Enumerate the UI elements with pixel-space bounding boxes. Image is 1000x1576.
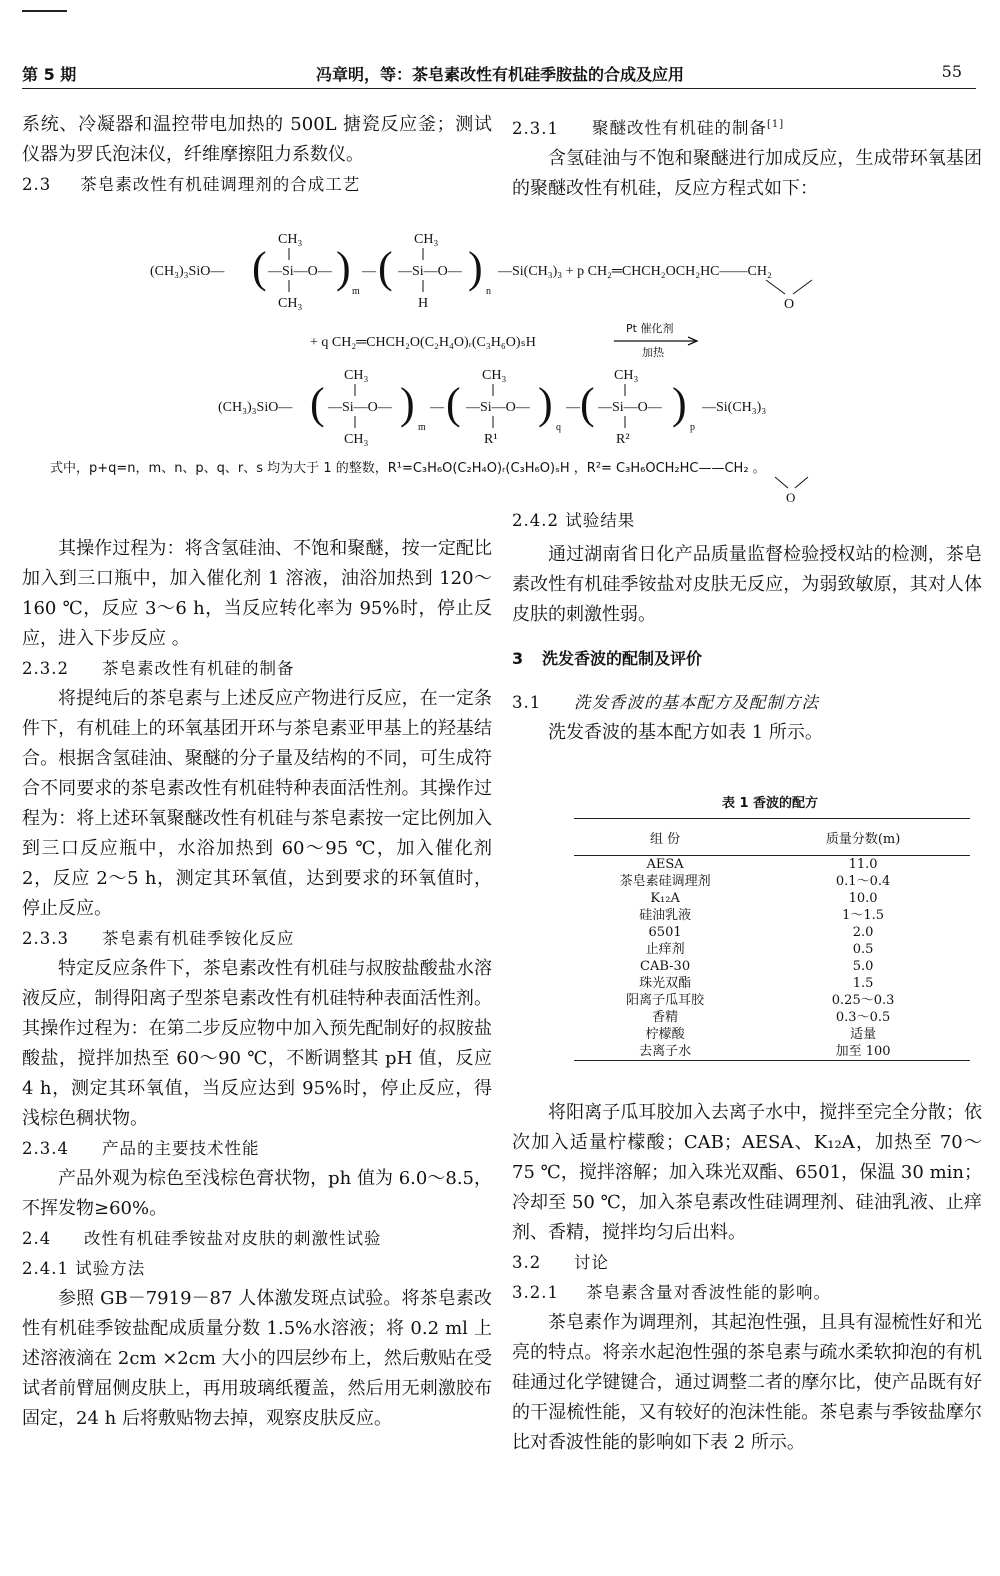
table-cell: K₁₂A: [650, 890, 680, 906]
si-o-unit: —Si—O—: [398, 264, 462, 279]
table-row: [574, 1026, 970, 1043]
page-number: 55: [941, 62, 962, 81]
table-row: [574, 873, 970, 890]
scheme-line1-left: (CH₃)₃SiO—: [150, 264, 225, 279]
table-1-title: 表 1 香波的配方: [721, 796, 819, 811]
section-2-4-2-heading: 2.4.2 试验结果: [512, 511, 636, 530]
table-cell: 加至 100: [756, 1043, 970, 1061]
top-corner-rule: [22, 10, 67, 12]
section-2-4-1-heading: 2.4.1 试验方法: [22, 1259, 146, 1278]
epoxide-bond: [795, 477, 808, 488]
left-column-main: [22, 534, 492, 1434]
section-title: 茶皂素改性有机硅调理剂的合成工艺: [80, 175, 361, 194]
paren-open: (: [446, 379, 461, 428]
section-3-2-1-paragraph: 茶皂素作为调理剂，其起泡性强，且具有湿梳性好和光亮的特点。将亲水起泡性强的茶皂素与疏水柔软抑泡的有机硅通过化学键键合，通过调整二者的摩尔比，使产品既有好的干湿梳性能，又有较好的泡沫性能。茶皂素与季铵盐摩尔比对香波性能的影响如下表 2 所示。: [512, 1312, 982, 1453]
paren-close: ): [336, 243, 351, 292]
section-title: 洗发香波的基本配方及配制方法: [574, 693, 819, 712]
header-rule: [22, 88, 976, 89]
section-3-heading: [512, 644, 982, 674]
addition-reaction-paragraph: 含氢硅油与不饱和聚醚进行加成反应，生成带环氧基团的聚醚改性有机硅，反应方程式如下：: [512, 147, 982, 199]
catalyst-label: Pt 催化剂: [626, 322, 674, 335]
section-number: 3.1: [512, 693, 542, 712]
ch3-top: CH₃: [344, 368, 369, 383]
subscript-m: m: [418, 422, 426, 433]
section-2-3-1-heading: [512, 110, 982, 144]
section-2-4-heading: [22, 1224, 492, 1254]
table-row: [574, 924, 970, 941]
paren-close: ): [672, 379, 687, 428]
table-cell: 1～1.5: [842, 907, 885, 923]
section-title: 洗发香波的配制及评价: [542, 649, 703, 668]
scheme-line2: + q CH₂═CHCH₂O(C₂H₄O)ᵣ(C₃H₆O)ₛH: [310, 335, 536, 350]
table-1: [574, 818, 970, 1061]
table-cell: 茶皂素硅调理剂: [619, 873, 711, 889]
paren-open: (: [378, 243, 393, 292]
section-2-4-1-paragraph: 参照 GB－7919－87 人体激发斑点试验。将茶皂素改性有机硅季铵盐配成质量分数 1.5%水溶液；将 0.2 ml 上述溶液滴在 2cm ×2cm 大小的四层纱布上，然后敷贴在受试者前臂屈侧皮肤上，再用玻璃纸覆盖，然后用无刺激胶布固定，24 h 后将敷贴物去掉，观察皮肤反应。: [22, 1288, 492, 1429]
si-o-unit: —Si—O—: [598, 400, 662, 415]
section-number: 2.4: [22, 1229, 52, 1248]
paren-open: (: [580, 379, 595, 428]
section-2-3-heading: [22, 170, 492, 200]
table-cell: 0.25～0.3: [831, 992, 895, 1008]
epoxide-oxygen: O: [784, 297, 795, 312]
running-title: 冯章明，等：茶皂素改性有机硅季胺盐的合成及应用: [315, 65, 684, 84]
ch3-top: CH₃: [414, 232, 439, 247]
table-cell: 5.0: [852, 958, 874, 974]
right-column-bottom: [512, 1098, 982, 1458]
table-row: [574, 992, 970, 1009]
section-2-4-2-paragraph: 通过湖南省日化产品质量监督检验授权站的检测，茶皂素改性有机硅季铵盐对皮肤无反应，为弱致敏原，其对人体皮肤的刺激性弱。: [512, 544, 982, 625]
section-title: 改性有机硅季铵盐对皮肤的刺激性试验: [84, 1229, 382, 1248]
table-row: [574, 856, 970, 874]
section-number: 3.2: [512, 1253, 542, 1272]
operation-paragraph: 其操作过程为：将含氢硅油、不饱和聚醚，按一定配比加入到三口瓶中，加入催化剂 1 溶液，油浴加热到 120～160 ℃，反应 3～6 h，当反应转化率为 95%时，停止反应，进入下步反应 。: [22, 538, 492, 649]
table-row: [574, 975, 970, 992]
subscript-n: n: [486, 286, 491, 297]
table-row: [574, 890, 970, 907]
ch3-bottom: CH₃: [344, 432, 369, 447]
table-cell: 珠光双酯: [639, 975, 692, 991]
section-title: 产品的主要技术性能: [102, 1139, 260, 1158]
table-cell: AESA: [646, 856, 684, 872]
section-title: 茶皂素有机硅季铵化反应: [102, 929, 295, 948]
table-cell: 柠檬酸: [645, 1026, 685, 1042]
section-3-2-heading: [512, 1248, 982, 1278]
section-3-2-1-heading: [512, 1278, 982, 1308]
scheme-footnote: 式中，p+q=n，m、n、p、q、r、s 均为大于 1 的整数，R¹=C₃H₆O(C₂H₄O)ᵣ(C₃H₆O)ₛH ，R²= C₃H₆OCH₂HC——CH₂ 。: [50, 461, 766, 476]
table-row: [574, 941, 970, 958]
table-cell: CAB-30: [640, 958, 691, 974]
journal-issue: 第 5 期: [22, 65, 77, 84]
column-header: 质量分数(m): [756, 819, 970, 856]
heat-label: 加热: [642, 346, 664, 359]
right-column-main: [512, 506, 982, 748]
si-o-unit: —Si—O—: [466, 400, 530, 415]
paren-close: ): [400, 379, 415, 428]
dash: —: [430, 400, 444, 415]
section-2-3-4-paragraph: 产品外观为棕色至浅棕色膏状物，ph 值为 6.0～8.5，不挥发物≥60%。: [22, 1168, 492, 1219]
paren-open: (: [310, 379, 325, 428]
table-cell: 0.5: [852, 941, 874, 957]
table-cell: 止痒剂: [645, 941, 685, 957]
epoxide-bond: [766, 280, 785, 294]
section-2-3-2-paragraph: 将提纯后的茶皂素与上述反应产物进行反应，在一定条件下，有机硅上的环氧基团开环与茶皂素亚甲基上的羟基结合。根据含氢硅油、聚醚的分子量及结构的不同，可生成符合不同要求的茶皂素改性有机硅特种表面活性剂。其操作过程为：将上述环氧聚醚改性有机硅与茶皂素按一定比例加入到三口反应瓶中，水浴加热到 60～95 ℃，加入催化剂 2，反应 2～5 h，测定其环氧值，达到要求的环氧值时，停止反应。: [22, 688, 492, 919]
r2-substituent: R²: [616, 432, 630, 447]
subscript-p: p: [690, 422, 695, 433]
h-substituent: H: [418, 296, 429, 311]
scheme-line1-end: —Si(CH₃)₃ + p CH₂═CHCH₂OCH₂HC——CH₂: [498, 264, 772, 279]
table-cell: 硅油乳液: [639, 907, 692, 923]
epoxide-bond: [793, 280, 812, 294]
section-number: 2.3.3: [22, 929, 69, 948]
table-cell: 6501: [648, 924, 682, 940]
section-number: 2.3: [22, 175, 52, 194]
section-title: 茶皂素含量对香波性能的影响。: [586, 1283, 831, 1302]
paren-close: ): [468, 243, 483, 292]
section-2-3-4-heading: [22, 1134, 492, 1164]
ch3-bottom: CH₃: [278, 296, 303, 311]
epoxide-bond: [775, 477, 788, 488]
epoxide-oxygen: O: [786, 490, 796, 505]
r1-substituent: R¹: [484, 432, 498, 447]
table-cell: 阳离子瓜耳胶: [626, 992, 705, 1008]
paren-close: ): [538, 379, 553, 428]
ch3-top: CH₃: [614, 368, 639, 383]
section-2-3-3-paragraph: 特定反应条件下，茶皂素改性有机硅与叔胺盐酸盐水溶液反应，制得阳离子型茶皂素改性有机硅特种表面活性剂。其操作过程为：在第二步反应物中加入预先配制好的叔胺盐酸盐，搅拌加热至 60～90 ℃，不断调整其 pH 值，反应 4 h，测定其环氧值，当反应达到 95%时，停止反应，得浅棕色稠状物。: [22, 958, 492, 1129]
preparation-paragraph: 将阳离子瓜耳胶加入去离子水中，搅拌至完全分散；依次加入适量柠檬酸；CAB；AESA、K₁₂A，加热至 70～75 ℃，搅拌溶解；加入珠光双酯、6501，保温 30 min；冷却至 50 ℃，加入茶皂素改性硅调理剂、硅油乳液、止痒剂、香精，搅拌均匀后出料。: [512, 1102, 982, 1243]
subscript-q: q: [556, 422, 561, 433]
section-3-1-heading: [512, 688, 982, 718]
si-o-unit: —Si—O—: [268, 264, 332, 279]
equipment-paragraph: 系统、冷凝器和温控带电加热的 500L 搪瓷反应釜；测试仪器为罗氏泡沫仪，纤维摩擦阻力系数仪。: [22, 114, 492, 165]
table-row: [574, 907, 970, 924]
column-header: 组 份: [574, 819, 756, 856]
left-column-top: [22, 110, 492, 200]
table-cell: 11.0: [848, 856, 878, 872]
table-cell: 香精: [652, 1009, 679, 1025]
table-row: [574, 1009, 970, 1026]
dash: —: [566, 400, 580, 415]
section-number: 2.3.4: [22, 1139, 69, 1158]
table-cell: 10.0: [848, 890, 878, 906]
table-header-row: [574, 819, 970, 856]
table-cell: 2.0: [852, 924, 874, 940]
dash: —: [362, 264, 376, 279]
table-cell: 0.3～0.5: [835, 1009, 891, 1025]
paren-open: (: [252, 243, 267, 292]
table-row: [574, 958, 970, 975]
scheme-line3-end: —Si(CH₃)₃: [702, 400, 767, 415]
section-title: 茶皂素改性有机硅的制备: [102, 659, 295, 678]
section-2-3-3-heading: [22, 924, 492, 954]
section-3-1-paragraph: 洗发香波的基本配方如表 1 所示。: [548, 722, 823, 743]
scheme-line3-left: (CH₃)₃SiO—: [218, 400, 293, 415]
reaction-scheme: [0, 222, 1000, 512]
table-cell: 适量: [850, 1026, 877, 1042]
section-number: 2.3.2: [22, 659, 69, 678]
table-row: [574, 1043, 970, 1061]
ch3-top: CH₃: [482, 368, 507, 383]
section-number: 3.2.1: [512, 1283, 559, 1302]
section-number: 3: [512, 649, 524, 668]
section-title: 讨论: [574, 1253, 609, 1272]
table-cell: 1.5: [852, 975, 874, 991]
ch3-top: CH₃: [278, 232, 303, 247]
si-o-unit: —Si—O—: [328, 400, 392, 415]
subscript-m: m: [352, 286, 360, 297]
right-column-top: [512, 110, 982, 204]
citation: [1]: [767, 119, 785, 130]
table-cell: 去离子水: [574, 1043, 756, 1061]
section-2-3-2-heading: [22, 654, 492, 684]
section-title: 聚醚改性有机硅的制备: [592, 118, 767, 138]
table-cell: 0.1～0.4: [835, 873, 891, 889]
section-number: 2.3.1: [512, 118, 559, 138]
